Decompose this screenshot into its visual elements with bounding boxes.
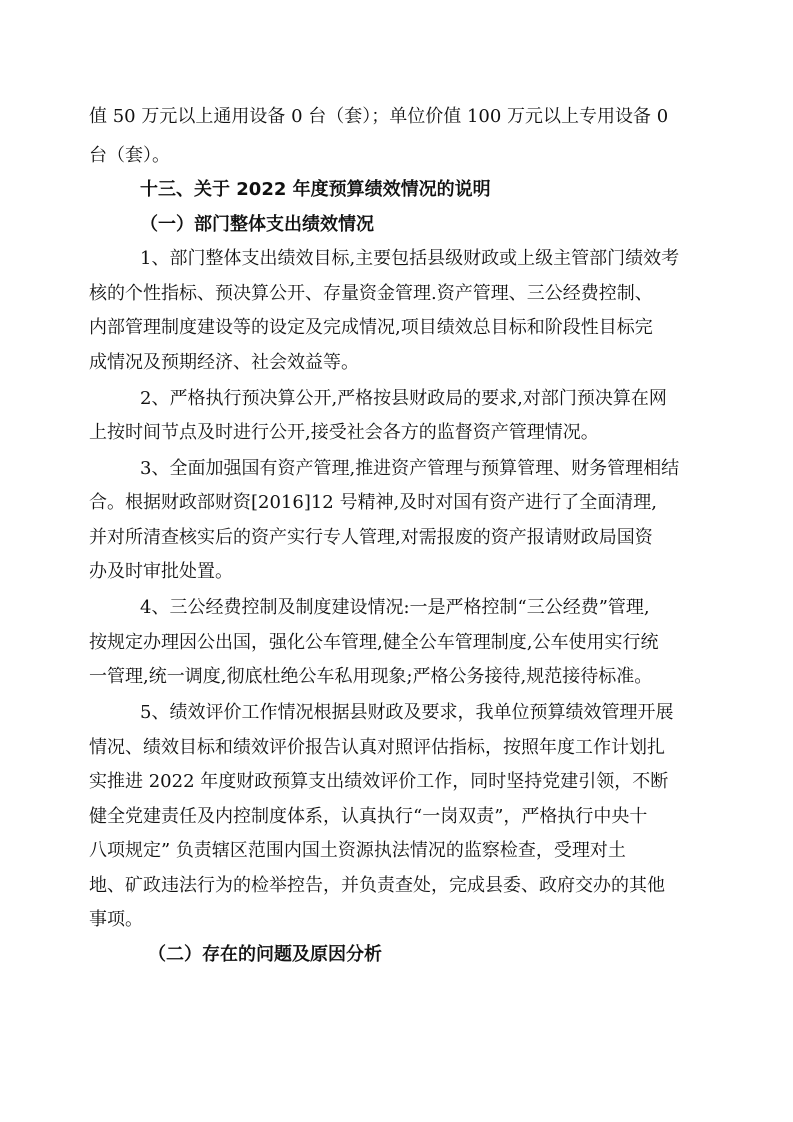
item-1-line-2: 核的个性指标、预决算公开、存量资金管理.资产管理、三公经费控制、 bbox=[89, 283, 653, 304]
item-4-line-2: 按规定办理因公出国，强化公车管理,健全公车管理制度,公车使用实行统 bbox=[89, 632, 659, 653]
item-5-line-5: 八项规定” 负责辖区范围内国土资源执法情况的监察检查，受理对土 bbox=[89, 840, 626, 861]
item-2-line-2: 上按时间节点及时进行公开,接受社会各方的监督资产管理情况。 bbox=[89, 422, 599, 443]
item-4-line-3: 一管理,统一调度,彻底杜绝公车私用现象;严格公务接待,规范接待标准。 bbox=[89, 666, 653, 687]
item-1-line-4: 成情况及预期经济、社会效益等。 bbox=[89, 352, 359, 373]
item-4-line-1: 4、三公经费控制及制度建设情况:一是严格控制“三公经费”管理, bbox=[140, 597, 650, 618]
section-heading: 十三、关于 2022 年度预算绩效情况的说明 bbox=[140, 179, 491, 200]
item-1-line-1: 1、部门整体支出绩效目标,主要包括县级财政或上级主管部门绩效考 bbox=[140, 248, 680, 269]
item-3-line-1: 3、全面加强国有资产管理,推进资产管理与预算管理、财务管理相结 bbox=[140, 458, 680, 479]
item-5-line-7: 事项。 bbox=[89, 909, 143, 930]
item-1-line-3: 内部管理制度建设等的设定及完成情况,项目绩效总目标和阶段性目标完 bbox=[89, 317, 653, 338]
subheading-1: （一）部门整体支出绩效情况 bbox=[140, 214, 374, 235]
paragraph-continued-line-1: 值 50 万元以上通用设备 0 台（套）；单位价值 100 万元以上专用设备 0 bbox=[89, 106, 669, 127]
item-2-line-1: 2、严格执行预决算公开,严格按县财政局的要求,对部门预决算在网 bbox=[140, 388, 667, 409]
item-3-line-3: 并对所清查核实后的资产实行专人管理,对需报废的资产报请财政局国资 bbox=[89, 527, 653, 548]
item-3-line-2: 合。根据财政部财资[2016]12 号精神,及时对国有资产进行了全面清理, bbox=[89, 492, 657, 513]
item-5-line-4: 健全党建责任及内控制度体系，认真执行“一岗双责”，严格执行中央十 bbox=[89, 806, 648, 827]
item-5-line-2: 情况、绩效目标和绩效评价报告认真对照评估指标，按照年度工作计划扎 bbox=[89, 737, 665, 758]
item-5-line-1: 5、绩效评价工作情况根据县财政及要求，我单位预算绩效管理开展 bbox=[140, 702, 674, 723]
paragraph-continued-line-2: 台（套）。 bbox=[89, 145, 170, 166]
subheading-2: （二）存在的问题及原因分析 bbox=[148, 944, 382, 965]
item-5-line-3: 实推进 2022 年度财政预算支出绩效评价工作，同时坚持党建引领，不断 bbox=[89, 771, 669, 792]
item-5-line-6: 地、矿政违法行为的检举控告，并负责查处，完成县委、政府交办的其他 bbox=[89, 875, 665, 896]
item-3-line-4: 办及时审批处置。 bbox=[89, 561, 233, 582]
